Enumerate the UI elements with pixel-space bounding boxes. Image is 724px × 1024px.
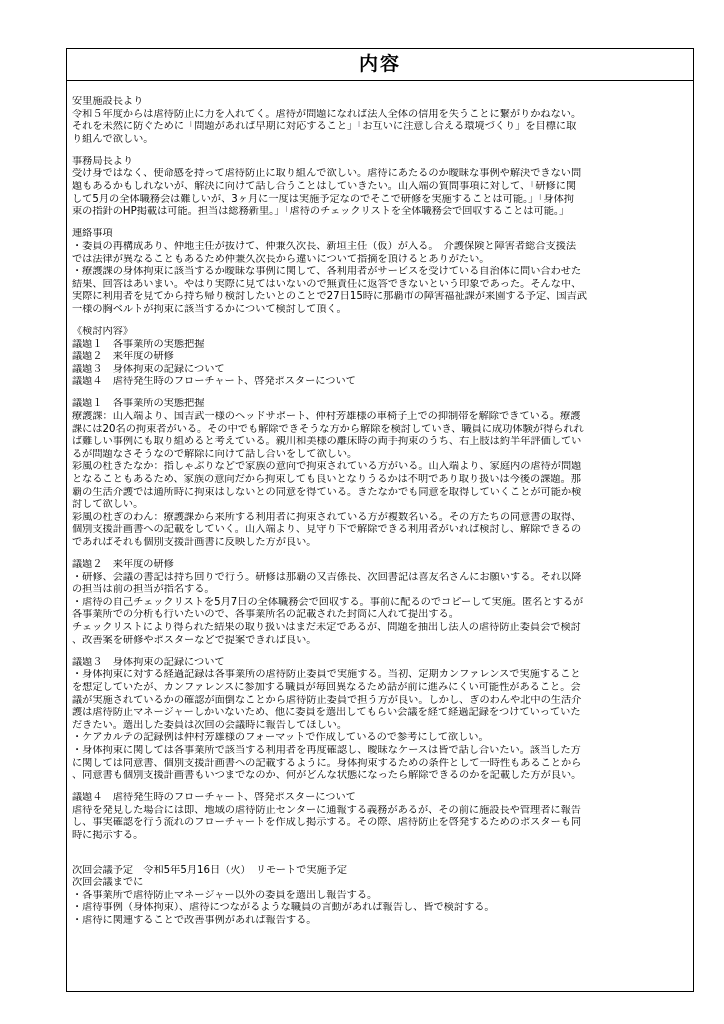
text-line: 時に掲示する。: [72, 829, 144, 841]
text-line: 令和５年度からは虐待防止に力を入れてく。虐待が問題になれば法人全体の信用を失うことに繋がりかねない。: [72, 108, 582, 120]
section-heading: 事務局長より: [72, 155, 134, 167]
text-line: ・身体拘束に対する経過記録は各事業所の虐待防止委員で実施する。当初、定期カンファレンスで実施すること: [72, 669, 581, 681]
text-line: 議題３ 身体拘束の記録について: [72, 363, 225, 375]
text-line: を想定していたが、カンファレンスに参加する職員が毎回異なるため話が前に進みにくい可能性があること。会: [72, 681, 581, 693]
minutes-content: [67, 81, 693, 928]
section-spacer: [72, 647, 689, 657]
text-line: 虐待を発見した場合には即、地域の虐待防止センターに通報する義務があるが、その前に施設長や管理者に報告: [72, 804, 581, 816]
text-line: 療護課：山入端より、国吉武一様のヘッドサポート、仲村芳雄様の車椅子上での抑制帯を解除できている。療護: [72, 411, 581, 423]
text-line: 議題１ 各事業所の実態把握: [72, 338, 205, 350]
text-line: るが問題なさそうなので解除に向けて話し合いをして欲しい。: [72, 448, 358, 460]
section-spacer: [72, 389, 689, 399]
section-heading: 議題３ 身体拘束の記録について: [72, 656, 225, 668]
agenda-2-section: [72, 559, 689, 647]
text-line: 束の指針のHP掲載は可能。担当は総務新里。」「虐待のチェックリストを全体職務会で回収することは可能。」: [72, 206, 570, 218]
text-line: し、事実確認を行う流れのフローチャートを作成し掲示する。その際、虐待防止を啓発するためのポスターも同: [72, 817, 582, 829]
text-line: 題もあるかもしれないが、解決に向けて話し合うことはしていきたい。山入端の質問事項に対して、「研修に関: [72, 181, 577, 193]
minutes-frame: [66, 48, 694, 992]
text-line: 、改善案を研修やポスターなどで提案できれば良い。: [72, 634, 317, 646]
section-spacer: [72, 219, 689, 229]
text-line: して5月の全体職務会は難しいが、3ヶ月に一度は実施予定なのでそこで研修を実施することは可能。」「身体拘: [72, 193, 574, 205]
next-meeting-section: [72, 865, 689, 928]
text-line: では法律が異なることもあるため仲兼久次長から違いについて指摘を頂けるとありがたい。: [72, 253, 490, 265]
text-line: ・虐待事例（身体拘束）、虐待につながるような職員の言動があれば報告し、皆で検討する。: [72, 902, 495, 914]
agenda-3-section: [72, 657, 689, 783]
text-line: 各事業所での分析も行いたいので、各事業所名の記載された封筒に入れて提出する。: [72, 609, 459, 621]
text-line: ・ケアカルテの記録例は仲村芳雄様のフォーマットで作成しているので参考にして欲しい。: [72, 732, 489, 744]
text-line: となることもあるため、家族の意向だから拘束しても良いとなりうるかは不明であり取り扱いは今後の課題。那: [72, 474, 581, 486]
text-line: に関しては同意書、個別支援計画書への記載するように。身体拘束するための条件として一時性もあることから: [72, 757, 582, 769]
section-spacer: [72, 317, 689, 327]
text-line: ・虐待の自己チェックリストを5月7日の全体職務会で回収する。事前に配るのでコピーして実施。匿名とするが: [72, 596, 584, 608]
text-line: 次回会議までに: [72, 877, 144, 889]
text-line: 議題２ 来年度の研修: [72, 351, 174, 363]
text-line: ・療護課の身体拘束に該当するか曖昧な事例に関して、各利用者がサービスを受けている自治体に問い合わせた: [72, 266, 582, 278]
text-line: 実際に利用者を見てから持ち帰り検討したいとのことで27日15時に那覇市の障害福祉課が来園する予定、国吉武: [72, 291, 587, 303]
text-line: ・研修、会議の書記は持ち回りで行う。研修は那覇の又吉係長、次回書記は喜友名さんにお願いする。それ以降: [72, 571, 582, 583]
section-heading: 連絡事項: [72, 228, 113, 240]
text-line: ・虐待に関連することで改善事例があれば報告する。: [72, 914, 317, 926]
section-spacer: [72, 783, 689, 793]
text-line: チェックリストにより得られた結果の取り扱いはまだ未定であるが、問題を抽出し法人の虐待防止委員会で検討: [72, 622, 581, 634]
text-line: 護は虐待防止マネージャーしかいないため、他に委員を選出してもらい会議を経て経過記録をつけていっていた: [72, 707, 581, 719]
text-line: 覇の生活介護では通所時に拘束はしないとの同意を得ている。きたなかでも同意を取得していくことが可能か検: [72, 486, 582, 498]
section-heading: 議題２ 来年度の研修: [72, 559, 174, 571]
text-line: ・委員の再構成あり、仲地主任が抜けて、仲兼久次長、新垣主任（仮）が入る。 介護保険と障害者総合支援法: [72, 240, 577, 252]
secretariat-remarks-section: [72, 156, 689, 219]
page-title: 内容: [67, 49, 693, 81]
section-heading: 議題１ 各事業所の実態把握: [72, 398, 205, 410]
text-line: だきたい。選出した委員は次回の会議時に報告してほしい。: [72, 719, 348, 731]
text-line: であればそれも個別支援計画書に反映した方が良い。: [72, 537, 317, 548]
text-line: それを未然に防ぐために「問題があれば早期に対応すること」「お互いに注意し合える環境づくり」を目標に取: [72, 121, 577, 133]
text-line: 、同意書も個別支援計画書もいつまでなのか、何がどんな状態になったら解除できるのかを記載した方が良い。: [72, 770, 582, 782]
section-heading: 安里施設長より: [72, 96, 144, 107]
text-line: ・身体拘束に関しては各事業所で該当する利用者を再度確認し、曖昧なケースは皆で話し合いたい。該当した方: [72, 744, 581, 756]
section-spacer: [72, 843, 689, 865]
section-spacer: [72, 550, 689, 560]
text-line: ・各事業所で虐待防止マネージャー以外の委員を選出し報告する。: [72, 889, 378, 901]
text-line: 議が実施されているかの確認が面倒なことから虐待防止委員で担う方が良い。しかし、ぎのわんや北中の生活介: [72, 694, 582, 706]
text-line: 課には20名の拘束者がいる。その中でも解除できそうな方から解除を検討していき、職員に成功体験が得られれ: [72, 423, 584, 435]
section-spacer: [72, 146, 689, 156]
text-line: ば難しい事例にも取り組めると考えている。親川和美様の離床時の両手拘束のうち、右上肢は約半年評価してい: [72, 436, 582, 448]
text-line: 個別支援計画書への記載をしていく。山入端より、見守り下で解除できる利用者がいれば検討し、解除できるの: [72, 524, 582, 536]
text-line: 受け身ではなく、使命感を持って虐待防止に取り組んで欲しい。虐待にあたるのか曖昧な事例や解決できない問: [72, 168, 582, 180]
agenda-list-section: [72, 326, 689, 389]
text-line: 彩風の杜きたなか：指しゃぶりなどで家族の意向で拘束されている方がいる。山入端より、家庭内の虐待が問題: [72, 461, 582, 473]
text-line: 討して欲しい。: [72, 499, 144, 511]
text-line: り組んで欲しい。: [72, 133, 154, 145]
agenda-1-section: [72, 398, 689, 549]
section-heading: 議題４ 虐待発生時のフローチャート、啓発ポスターについて: [72, 792, 356, 804]
agenda-4-section: [72, 792, 689, 842]
text-line: 結果、回答はあいまい。やはり実際に見てはいないので無責任に返答できないという印象であった。そんな中、: [72, 278, 582, 290]
text-line: 彩風の杜ぎのわん：療護課から来所する利用者に拘束されている方が複数名いる。その方たちの同意書の取得、: [72, 511, 582, 523]
announcements-section: [72, 228, 689, 316]
text-line: 一様の胸ベルトが拘束に該当するかについて検討して頂く。: [72, 303, 347, 315]
text-line: の担当は前の担当が指名する。: [72, 584, 215, 596]
section-heading: 次回会議予定 令和5年5月16日（火） リモートで実施予定: [72, 864, 348, 876]
section-heading: 《検討内容》: [72, 326, 134, 337]
director-remarks-section: [72, 96, 689, 146]
text-line: 議題４ 虐待発生時のフローチャート、啓発ポスターについて: [72, 376, 356, 388]
